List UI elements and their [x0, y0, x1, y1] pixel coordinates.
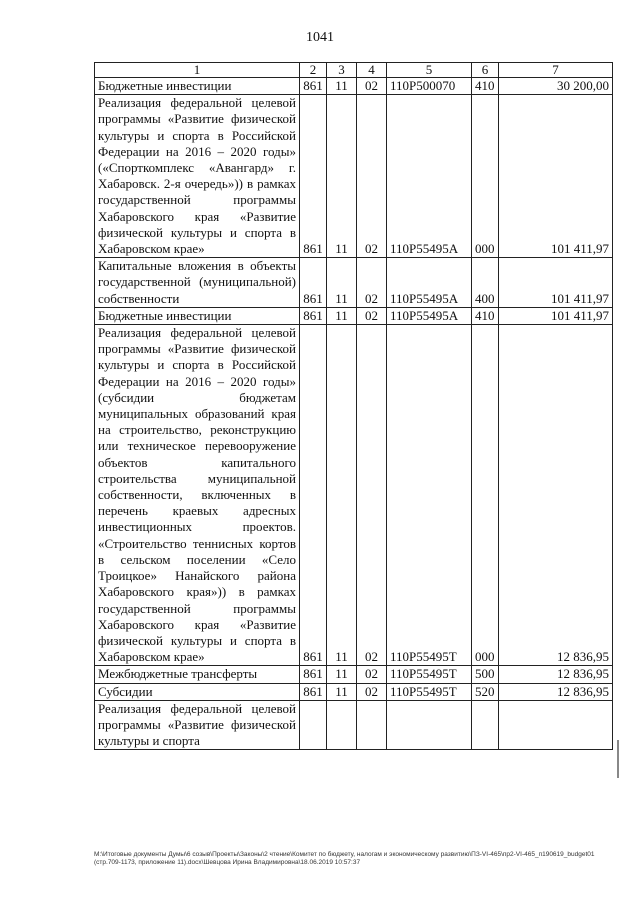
cell-amount: 30 200,00: [499, 78, 613, 95]
cell-ministry: 861: [300, 78, 327, 95]
cell-amount: 101 411,97: [499, 307, 613, 324]
cell-expense-type: 520: [472, 683, 499, 700]
cell-target-article: 110P55495T: [387, 325, 472, 666]
cell-target-article: [387, 700, 472, 750]
cell-ministry: 861: [300, 258, 327, 308]
cell-ministry: 861: [300, 307, 327, 324]
cell-amount: 12 836,95: [499, 666, 613, 683]
row-name: Реализация федеральной целевой программы «Развитие физической культуры и спорта в Российской Федерации на 2016 – 2020 годы» (субсидии бюджетам муниципальных образований края на строительство, реконструкцию или техническое перевооружение объектов капитального строительства муниципальной собственности, включенных в перечень краевых адресных инвестиционных проектов. «Строительство теннисных кортов в сельском поселении «Село Троицкое» Нанайского района Хабаровского края»)) в рамках государственной программы Хабаровского края «Развитие физической культуры и спорта в Хабаровском крае»: [95, 325, 300, 666]
cell-subsection: 02: [357, 325, 387, 666]
cell-subsection: 02: [357, 666, 387, 683]
table-row: [95, 258, 613, 308]
cell-target-article: 110P55495A: [387, 307, 472, 324]
cell-ministry: [300, 700, 327, 750]
row-name: Бюджетные инвестиции: [95, 78, 300, 95]
cell-ministry: 861: [300, 666, 327, 683]
cell-subsection: 02: [357, 78, 387, 95]
cell-expense-type: 410: [472, 307, 499, 324]
cell-amount: 101 411,97: [499, 95, 613, 258]
col-header: 3: [327, 63, 357, 78]
col-header: 1: [95, 63, 300, 78]
cell-amount: 101 411,97: [499, 258, 613, 308]
cell-target-article: 110P55495A: [387, 258, 472, 308]
budget-table: [94, 62, 613, 750]
table-row: [95, 666, 613, 683]
cell-subsection: 02: [357, 307, 387, 324]
cell-expense-type: 000: [472, 95, 499, 258]
table-row: [95, 95, 613, 258]
row-name: Субсидии: [95, 683, 300, 700]
col-header: 6: [472, 63, 499, 78]
col-header: 2: [300, 63, 327, 78]
cell-section: 11: [327, 683, 357, 700]
file-path-footer: М:\Итоговые документы Думы\6 созыв\Проекты\Законы\2 чтение\Комитет по бюджету, налогам и экономическому развитию\ПЗ-VI-465\пр2-VI-465_п190619_budget01 (стр.709-1173, приложение 11).docx\Шевцова Ирина Владимировна\18.06.2019 10:57:37: [94, 851, 595, 866]
table-row: [95, 78, 613, 95]
cell-ministry: 861: [300, 325, 327, 666]
cell-target-article: 110P55495T: [387, 683, 472, 700]
cell-section: 11: [327, 307, 357, 324]
row-name: Реализация федеральной целевой программы «Развитие физической культуры и спорта в Российской Федерации на 2016 – 2020 годы» («Спорткомплекс «Авангард» г. Хабаровск. 2-я очередь»)) в рамках государственной программы Хабаровского края «Развитие физической культуры и спорта в Хабаровском крае»: [95, 95, 300, 258]
cell-ministry: 861: [300, 683, 327, 700]
cell-expense-type: 410: [472, 78, 499, 95]
row-name: Реализация федеральной целевой программы «Развитие физической культуры и спорта: [95, 700, 300, 750]
cell-amount: 12 836,95: [499, 325, 613, 666]
cell-target-article: 110P55495T: [387, 666, 472, 683]
cell-subsection: 02: [357, 258, 387, 308]
cell-subsection: 02: [357, 95, 387, 258]
col-header: 7: [499, 63, 613, 78]
table-row: [95, 700, 613, 750]
cell-target-article: 110P55495A: [387, 95, 472, 258]
cell-section: [327, 700, 357, 750]
table-row: [95, 307, 613, 324]
page-number: 1041: [306, 30, 334, 45]
cell-subsection: [357, 700, 387, 750]
col-header: 4: [357, 63, 387, 78]
cell-section: 11: [327, 666, 357, 683]
header-row: [95, 63, 613, 78]
cell-amount: [499, 700, 613, 750]
cell-expense-type: 400: [472, 258, 499, 308]
table-row: [95, 683, 613, 700]
cell-section: 11: [327, 325, 357, 666]
cell-ministry: 861: [300, 95, 327, 258]
cell-section: 11: [327, 78, 357, 95]
col-header: 5: [387, 63, 472, 78]
row-name: Межбюджетные трансферты: [95, 666, 300, 683]
row-name: Бюджетные инвестиции: [95, 307, 300, 324]
cell-expense-type: 000: [472, 325, 499, 666]
cell-expense-type: 500: [472, 666, 499, 683]
row-name: Капитальные вложения в объекты государственной (муниципальной) собственности: [95, 258, 300, 308]
scan-margin-mark: [617, 740, 619, 778]
cell-expense-type: [472, 700, 499, 750]
cell-section: 11: [327, 95, 357, 258]
cell-section: 11: [327, 258, 357, 308]
cell-amount: 12 836,95: [499, 683, 613, 700]
cell-subsection: 02: [357, 683, 387, 700]
cell-target-article: 110P500070: [387, 78, 472, 95]
table-row: [95, 325, 613, 666]
